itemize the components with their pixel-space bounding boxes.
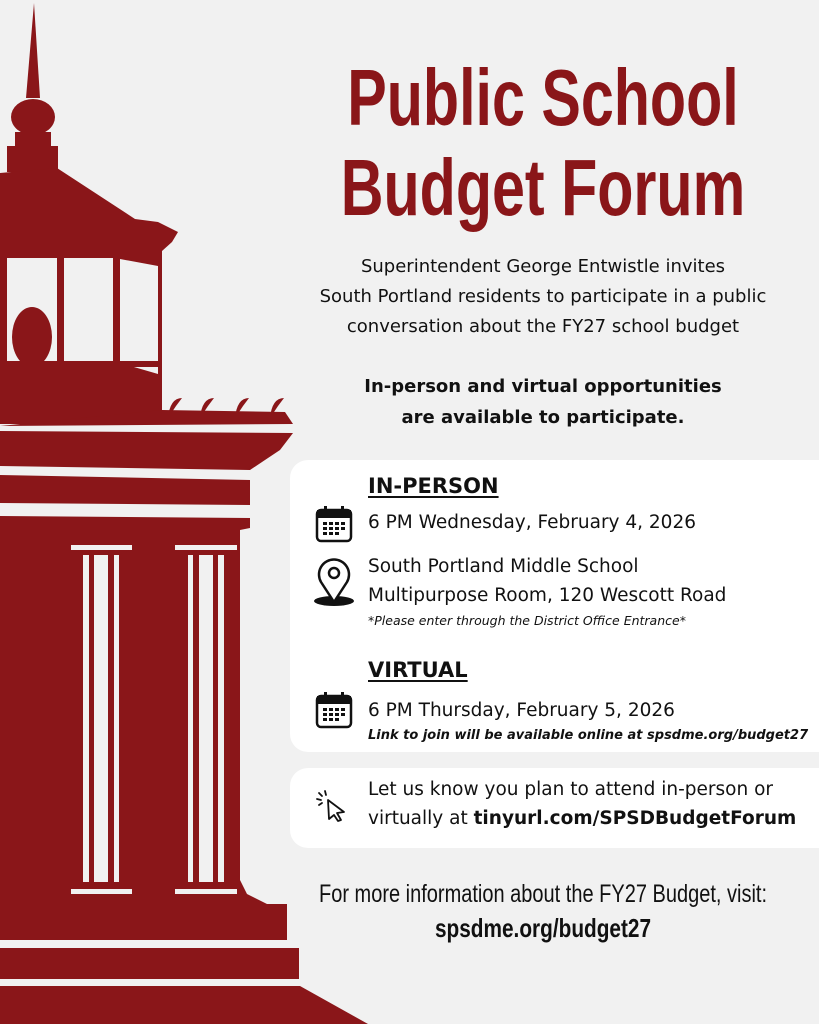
entrance-note: *Please enter through the District Office Entrance* [368,613,686,628]
rsvp-link[interactable]: tinyurl.com/SPSDBudgetForum [473,808,797,829]
footer-link[interactable]: spsdme.org/budget27 [434,913,652,943]
rsvp-prefix: virtually at [368,808,474,829]
calendar-icon [314,504,354,544]
cursor-click-icon [314,788,350,824]
location-pin-icon [312,558,356,608]
title-line-2: Budget Forum [340,143,746,232]
title-line-1: Public School [347,53,739,142]
location-line-1: South Portland Middle School [368,556,639,577]
rsvp-card [290,768,819,848]
intro-line: conversation about the FY27 school budget [346,316,740,337]
opportunities-text [268,371,818,433]
bold-line: are available to participate. [401,407,685,428]
rsvp-line-1: Let us know you plan to attend in-person or [368,779,773,800]
virtual-date: 6 PM Thursday, February 5, 2026 [368,700,675,721]
event-details-card [290,460,819,752]
intro-text [268,252,818,342]
bold-line: In-person and virtual opportunities [364,376,722,397]
location-line-2: Multipurpose Room, 120 Wescott Road [368,585,727,606]
footer-info: For more information about the FY27 Budget, visit: [319,880,767,908]
calendar-icon [314,690,354,730]
intro-line: South Portland residents to participate in a public [319,286,767,307]
rsvp-line-2 [368,808,796,829]
in-person-heading: IN-PERSON [368,474,499,498]
intro-line: Superintendent George Entwistle invites [360,256,726,277]
virtual-heading: VIRTUAL [368,658,468,682]
virtual-link-note: Link to join will be available online at spsdme.org/budget27 [368,728,809,743]
in-person-date: 6 PM Wednesday, February 4, 2026 [368,512,696,533]
